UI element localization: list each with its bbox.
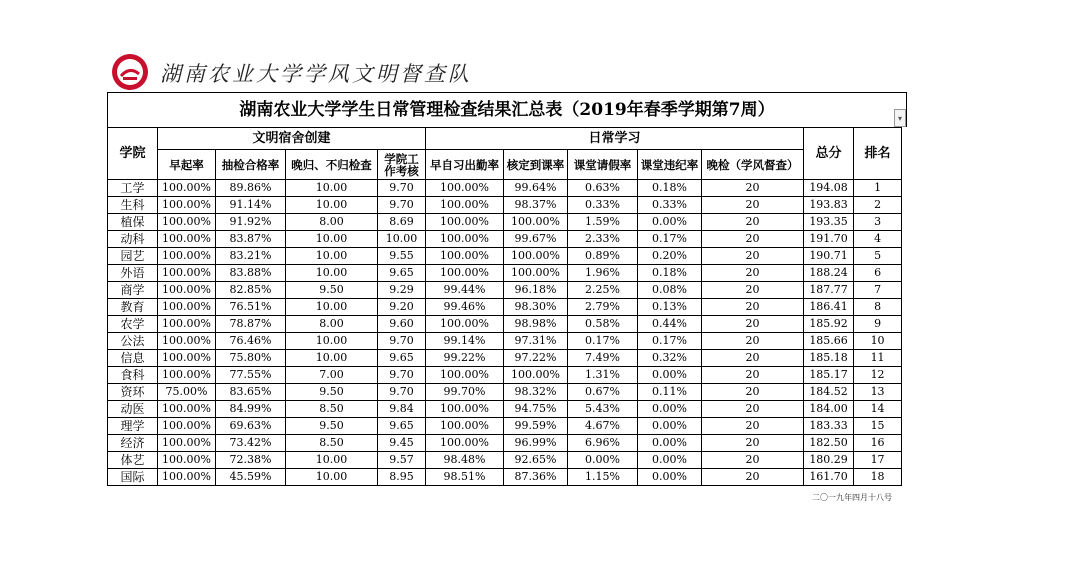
table-cell: 76.46%	[216, 333, 286, 350]
table-cell: 100.00%	[426, 401, 504, 418]
table-cell: 100.00%	[426, 180, 504, 197]
table-cell: 91.92%	[216, 214, 286, 231]
table-cell: 0.17%	[568, 333, 638, 350]
table-cell: 98.32%	[504, 384, 568, 401]
table-cell: 183.33	[804, 418, 854, 435]
table-cell: 100.00%	[158, 265, 216, 282]
table-cell: 45.59%	[216, 469, 286, 486]
table-cell: 10.00	[286, 350, 378, 367]
table-cell: 0.32%	[638, 350, 702, 367]
summary-table	[107, 127, 902, 486]
table-cell: 98.48%	[426, 452, 504, 469]
table-cell: 0.00%	[638, 401, 702, 418]
college-cell: 动医	[108, 401, 158, 418]
table-cell: 99.22%	[426, 350, 504, 367]
college-cell: 资环	[108, 384, 158, 401]
table-cell: 0.00%	[568, 452, 638, 469]
header-group-study: 日常学习	[426, 128, 804, 150]
table-cell: 69.63%	[216, 418, 286, 435]
table-cell: 9.50	[286, 384, 378, 401]
table-cell: 20	[702, 299, 804, 316]
table-row	[108, 231, 902, 248]
table-cell: 98.30%	[504, 299, 568, 316]
table-cell: 0.18%	[638, 265, 702, 282]
table-cell: 10.00	[286, 299, 378, 316]
table-cell: 9.65	[378, 418, 426, 435]
table-cell: 75.80%	[216, 350, 286, 367]
table-cell: 99.44%	[426, 282, 504, 299]
rank-cell: 4	[854, 231, 902, 248]
table-cell: 190.71	[804, 248, 854, 265]
table-cell: 0.63%	[568, 180, 638, 197]
rank-cell: 11	[854, 350, 902, 367]
table-cell: 20	[702, 367, 804, 384]
table-cell: 100.00%	[158, 452, 216, 469]
college-cell: 理学	[108, 418, 158, 435]
table-cell: 20	[702, 418, 804, 435]
table-cell: 76.51%	[216, 299, 286, 316]
table-cell: 20	[702, 452, 804, 469]
date-note: 二〇一九年四月十八号	[812, 493, 892, 502]
table-cell: 8.95	[378, 469, 426, 486]
college-cell: 外语	[108, 265, 158, 282]
rank-cell: 1	[854, 180, 902, 197]
rank-cell: 12	[854, 367, 902, 384]
college-cell: 园艺	[108, 248, 158, 265]
table-cell: 100.00%	[158, 367, 216, 384]
table-cell: 91.14%	[216, 197, 286, 214]
table-cell: 193.83	[804, 197, 854, 214]
table-cell: 100.00%	[426, 265, 504, 282]
table-cell: 100.00%	[504, 265, 568, 282]
table-cell: 20	[702, 384, 804, 401]
university-logo-icon	[110, 52, 150, 92]
table-cell: 97.22%	[504, 350, 568, 367]
rank-cell: 8	[854, 299, 902, 316]
table-cell: 98.37%	[504, 197, 568, 214]
table-cell: 0.17%	[638, 231, 702, 248]
table-cell: 0.00%	[638, 367, 702, 384]
table-cell: 7.49%	[568, 350, 638, 367]
table-cell: 6.96%	[568, 435, 638, 452]
header-group-dorm: 文明宿舍创建	[158, 128, 426, 150]
column-header: 晚归、不归检查	[286, 150, 378, 180]
table-cell: 0.00%	[638, 435, 702, 452]
table-cell: 0.58%	[568, 316, 638, 333]
table-cell: 100.00%	[426, 231, 504, 248]
table-cell: 100.00%	[426, 197, 504, 214]
table-cell: 100.00%	[504, 214, 568, 231]
table-cell: 187.77	[804, 282, 854, 299]
table-cell: 180.29	[804, 452, 854, 469]
table-cell: 8.50	[286, 401, 378, 418]
table-cell: 20	[702, 435, 804, 452]
table-cell: 9.50	[286, 282, 378, 299]
table-cell: 100.00%	[426, 248, 504, 265]
table-cell: 10.00	[286, 452, 378, 469]
column-header: 早自习出勤率	[426, 150, 504, 180]
table-cell: 100.00%	[426, 435, 504, 452]
table-cell: 20	[702, 316, 804, 333]
rank-cell: 17	[854, 452, 902, 469]
table-row	[108, 316, 902, 333]
column-header: 抽检合格率	[216, 150, 286, 180]
table-cell: 9.65	[378, 350, 426, 367]
column-header: 核定到课率	[504, 150, 568, 180]
table-cell: 0.89%	[568, 248, 638, 265]
table-cell: 0.44%	[638, 316, 702, 333]
table-cell: 100.00%	[158, 333, 216, 350]
college-cell: 体艺	[108, 452, 158, 469]
college-cell: 食科	[108, 367, 158, 384]
table-cell: 83.21%	[216, 248, 286, 265]
table-cell: 20	[702, 469, 804, 486]
college-cell: 公法	[108, 333, 158, 350]
table-cell: 184.52	[804, 384, 854, 401]
table-cell: 100.00%	[158, 180, 216, 197]
table-cell: 8.00	[286, 316, 378, 333]
table-cell: 99.14%	[426, 333, 504, 350]
table-cell: 99.67%	[504, 231, 568, 248]
table-cell: 9.84	[378, 401, 426, 418]
table-cell: 20	[702, 282, 804, 299]
table-cell: 8.50	[286, 435, 378, 452]
table-cell: 0.17%	[638, 333, 702, 350]
table-cell: 0.00%	[638, 418, 702, 435]
rank-cell: 3	[854, 214, 902, 231]
table-cell: 77.55%	[216, 367, 286, 384]
table-cell: 92.65%	[504, 452, 568, 469]
dropdown-arrow-icon[interactable]: ▾	[894, 109, 906, 127]
table-cell: 1.59%	[568, 214, 638, 231]
rank-cell: 14	[854, 401, 902, 418]
table-cell: 10.00	[286, 333, 378, 350]
table-cell: 78.87%	[216, 316, 286, 333]
college-cell: 植保	[108, 214, 158, 231]
table-cell: 9.20	[378, 299, 426, 316]
header-college: 学院	[108, 128, 158, 180]
column-header: 早起率	[158, 150, 216, 180]
table-cell: 83.87%	[216, 231, 286, 248]
table-row	[108, 435, 902, 452]
table-cell: 9.60	[378, 316, 426, 333]
table-cell: 100.00%	[158, 435, 216, 452]
table-cell: 100.00%	[158, 248, 216, 265]
table-cell: 100.00%	[158, 418, 216, 435]
table-cell: 100.00%	[426, 316, 504, 333]
table-cell: 100.00%	[158, 231, 216, 248]
table-row	[108, 333, 902, 350]
college-cell: 商学	[108, 282, 158, 299]
column-header: 晚检（学风督查）	[702, 150, 804, 180]
rank-cell: 13	[854, 384, 902, 401]
table-cell: 0.18%	[638, 180, 702, 197]
table-cell: 9.70	[378, 180, 426, 197]
table-cell: 100.00%	[504, 367, 568, 384]
table-cell: 4.67%	[568, 418, 638, 435]
table-cell: 8.69	[378, 214, 426, 231]
table-cell: 20	[702, 231, 804, 248]
table-cell: 2.25%	[568, 282, 638, 299]
table-cell: 185.92	[804, 316, 854, 333]
table-cell: 89.86%	[216, 180, 286, 197]
college-cell: 工学	[108, 180, 158, 197]
table-cell: 10.00	[286, 469, 378, 486]
table-cell: 98.51%	[426, 469, 504, 486]
table-cell: 0.13%	[638, 299, 702, 316]
table-cell: 100.00%	[158, 401, 216, 418]
table-cell: 188.24	[804, 265, 854, 282]
table-cell: 100.00%	[158, 197, 216, 214]
table-cell: 9.29	[378, 282, 426, 299]
college-cell: 信息	[108, 350, 158, 367]
college-cell: 国际	[108, 469, 158, 486]
table-cell: 20	[702, 350, 804, 367]
table-row	[108, 180, 902, 197]
table-cell: 94.75%	[504, 401, 568, 418]
rank-cell: 9	[854, 316, 902, 333]
table-cell: 100.00%	[158, 282, 216, 299]
table-body	[108, 180, 902, 486]
table-cell: 7.00	[286, 367, 378, 384]
table-cell: 10.00	[286, 180, 378, 197]
table-cell: 99.70%	[426, 384, 504, 401]
table-cell: 99.46%	[426, 299, 504, 316]
college-cell: 教育	[108, 299, 158, 316]
table-cell: 87.36%	[504, 469, 568, 486]
table-cell: 75.00%	[158, 384, 216, 401]
rank-cell: 10	[854, 333, 902, 350]
table-row	[108, 452, 902, 469]
table-row	[108, 214, 902, 231]
college-cell: 动科	[108, 231, 158, 248]
rank-cell: 2	[854, 197, 902, 214]
table-cell: 20	[702, 248, 804, 265]
rank-cell: 6	[854, 265, 902, 282]
college-cell: 农学	[108, 316, 158, 333]
table-cell: 97.31%	[504, 333, 568, 350]
table-cell: 20	[702, 197, 804, 214]
table-cell: 9.70	[378, 384, 426, 401]
table-cell: 185.66	[804, 333, 854, 350]
table-cell: 9.70	[378, 197, 426, 214]
table-cell: 83.88%	[216, 265, 286, 282]
table-cell: 185.18	[804, 350, 854, 367]
brand-text: 湖南农业大学学风文明督查队	[160, 62, 472, 86]
table-cell: 0.33%	[638, 197, 702, 214]
college-cell: 经济	[108, 435, 158, 452]
table-row	[108, 384, 902, 401]
table-cell: 96.18%	[504, 282, 568, 299]
table-cell: 9.45	[378, 435, 426, 452]
table-cell: 1.96%	[568, 265, 638, 282]
rank-cell: 15	[854, 418, 902, 435]
table-row	[108, 367, 902, 384]
table-cell: 100.00%	[504, 248, 568, 265]
table-cell: 193.35	[804, 214, 854, 231]
table-cell: 9.55	[378, 248, 426, 265]
table-cell: 20	[702, 180, 804, 197]
table-cell: 0.11%	[638, 384, 702, 401]
table-cell: 72.38%	[216, 452, 286, 469]
table-cell: 0.08%	[638, 282, 702, 299]
table-cell: 5.43%	[568, 401, 638, 418]
table-row	[108, 350, 902, 367]
rank-cell: 16	[854, 435, 902, 452]
table-cell: 20	[702, 214, 804, 231]
table-cell: 100.00%	[158, 350, 216, 367]
table-cell: 1.31%	[568, 367, 638, 384]
table-cell: 191.70	[804, 231, 854, 248]
table-row	[108, 401, 902, 418]
table-cell: 0.33%	[568, 197, 638, 214]
table-cell: 161.70	[804, 469, 854, 486]
table-cell: 100.00%	[426, 367, 504, 384]
table-cell: 0.20%	[638, 248, 702, 265]
table-cell: 2.33%	[568, 231, 638, 248]
table-cell: 98.98%	[504, 316, 568, 333]
table-cell: 84.99%	[216, 401, 286, 418]
table-cell: 186.41	[804, 299, 854, 316]
sheet-title: 湖南农业大学学生日常管理检查结果汇总表（2019年春季学期第7周）	[239, 100, 775, 120]
table-cell: 99.59%	[504, 418, 568, 435]
table-cell: 9.57	[378, 452, 426, 469]
table-row	[108, 418, 902, 435]
table-cell: 83.65%	[216, 384, 286, 401]
table-cell: 73.42%	[216, 435, 286, 452]
table-cell: 100.00%	[158, 469, 216, 486]
table-cell: 194.08	[804, 180, 854, 197]
table-cell: 10.00	[378, 231, 426, 248]
table-cell: 0.00%	[638, 214, 702, 231]
sheet-title-row	[107, 92, 907, 127]
table-cell: 0.00%	[638, 452, 702, 469]
table-cell: 2.79%	[568, 299, 638, 316]
rank-cell: 5	[854, 248, 902, 265]
table-cell: 0.00%	[638, 469, 702, 486]
table-cell: 10.00	[286, 248, 378, 265]
summary-sheet	[107, 92, 907, 486]
table-cell: 9.50	[286, 418, 378, 435]
table-cell: 99.64%	[504, 180, 568, 197]
table-row	[108, 299, 902, 316]
table-row	[108, 248, 902, 265]
column-header: 课堂违纪率	[638, 150, 702, 180]
column-header: 课堂请假率	[568, 150, 638, 180]
table-row	[108, 197, 902, 214]
table-cell: 20	[702, 265, 804, 282]
table-cell: 82.85%	[216, 282, 286, 299]
table-cell: 100.00%	[158, 299, 216, 316]
table-cell: 9.70	[378, 333, 426, 350]
table-cell: 9.70	[378, 367, 426, 384]
rank-cell: 18	[854, 469, 902, 486]
rank-cell: 7	[854, 282, 902, 299]
table-cell: 100.00%	[158, 214, 216, 231]
table-cell: 185.17	[804, 367, 854, 384]
table-cell: 182.50	[804, 435, 854, 452]
column-header: 学院工作考核	[378, 150, 426, 180]
table-cell: 100.00%	[158, 316, 216, 333]
table-cell: 8.00	[286, 214, 378, 231]
header-rank: 排名	[854, 128, 902, 180]
table-cell: 100.00%	[426, 214, 504, 231]
table-cell: 20	[702, 333, 804, 350]
table-row	[108, 282, 902, 299]
table-row	[108, 469, 902, 486]
table-cell: 1.15%	[568, 469, 638, 486]
header-total: 总分	[804, 128, 854, 180]
college-cell: 生科	[108, 197, 158, 214]
table-cell: 96.99%	[504, 435, 568, 452]
table-cell: 0.67%	[568, 384, 638, 401]
table-cell: 10.00	[286, 231, 378, 248]
table-cell: 184.00	[804, 401, 854, 418]
table-cell: 100.00%	[426, 418, 504, 435]
table-cell: 10.00	[286, 265, 378, 282]
table-cell: 9.65	[378, 265, 426, 282]
table-cell: 10.00	[286, 197, 378, 214]
table-cell: 20	[702, 401, 804, 418]
table-row	[108, 265, 902, 282]
